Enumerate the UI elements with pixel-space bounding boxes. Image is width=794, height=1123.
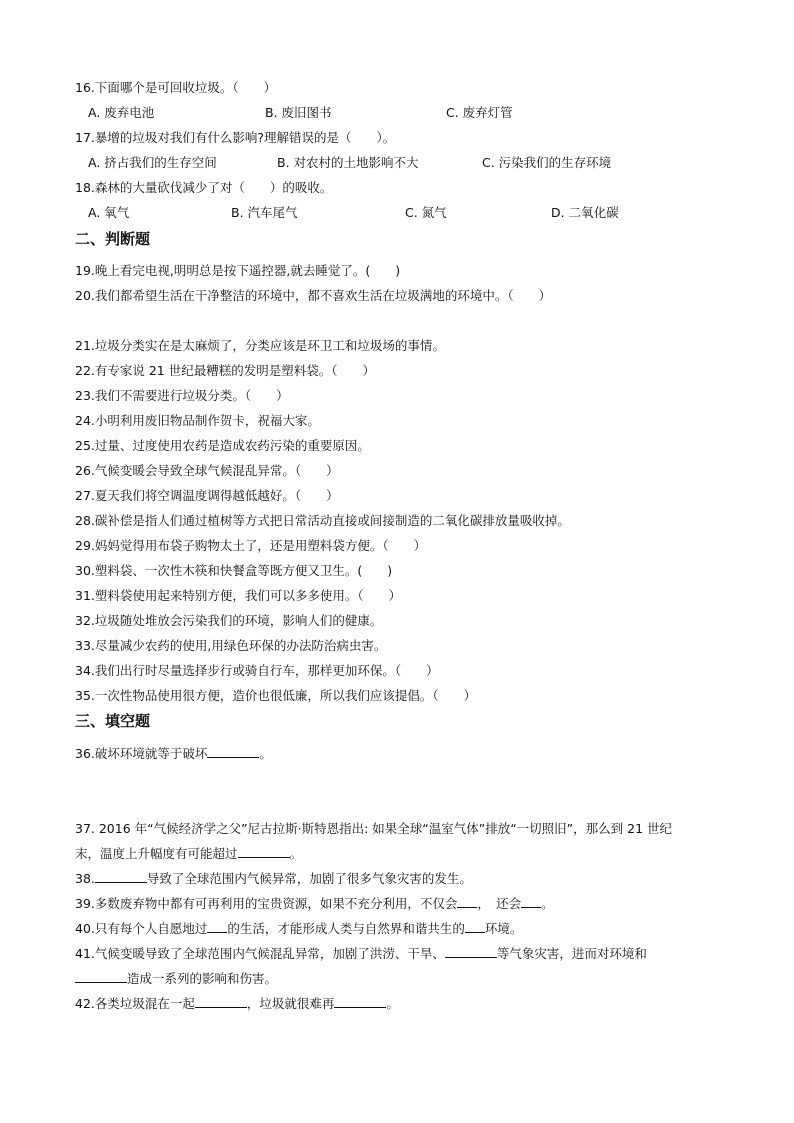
question-17-option-a: A. 挤占我们的生存空间	[88, 155, 217, 170]
question-40-text-a: 40.只有每个人自愿地过	[75, 921, 208, 936]
question-17-stem: 17.暴增的垃圾对我们有什么影响?理解错误的是（ ）。	[75, 130, 396, 145]
question-25: 25.过量、过度使用农药是造成农药污染的重要原因。	[75, 438, 370, 453]
question-39	[75, 895, 554, 913]
question-16-option-a: A. 废弃电池	[88, 105, 155, 120]
question-31: 31.塑料袋使用起来特别方便，我们可以多多使用。（ ）	[75, 588, 402, 603]
question-40	[75, 920, 522, 938]
question-40-text-c: 环境。	[484, 921, 523, 936]
answer-blank[interactable]	[334, 995, 386, 1008]
question-36-text-a: 36.破坏环境就等于破坏	[75, 746, 208, 761]
answer-blank[interactable]	[75, 970, 127, 983]
answer-blank[interactable]	[465, 920, 485, 933]
answer-blank[interactable]	[457, 895, 477, 908]
question-42-text-b: ，垃圾就很难再	[246, 996, 335, 1011]
question-41-line-1	[75, 945, 647, 963]
question-19: 19.晚上看完电视,明明总是按下遥控器,就去睡觉了。( )	[75, 263, 401, 278]
question-42-text-a: 42.各类垃圾混在一起	[75, 996, 195, 1011]
answer-blank[interactable]	[521, 895, 541, 908]
question-28: 28.碳补偿是指人们通过植树等方式把日常活动直接或间接制造的二氧化碳排放量吸收掉。	[75, 513, 570, 528]
question-30: 30.塑料袋、一次性木筷和快餐盒等既方便又卫生。( )	[75, 563, 393, 578]
question-29: 29.妈妈觉得用布袋子购物太土了，还是用塑料袋方便。（ ）	[75, 538, 427, 553]
question-35: 35.一次性物品使用很方便，造价也很低廉，所以我们应该提倡。（ ）	[75, 688, 477, 703]
question-41-text-b: 等气象灾害，进而对环境和	[496, 946, 647, 961]
answer-blank[interactable]	[207, 920, 227, 933]
question-17-option-c: C. 污染我们的生存环境	[482, 155, 612, 170]
question-18-option-c: C. 氮气	[405, 205, 447, 220]
question-24: 24.小明利用废旧物品制作贺卡，祝福大家。	[75, 413, 320, 428]
question-18-option-d: D. 二氧化碳	[551, 205, 619, 220]
question-39-text-b: ， 还会	[477, 896, 522, 911]
question-23: 23.我们不需要进行垃圾分类。（ ）	[75, 388, 289, 403]
question-26: 26.气候变暖会导致全球气候混乱异常。（ ）	[75, 463, 339, 478]
question-39-text-a: 39.多数废弃物中都有可再利用的宝贵资源，如果不充分利用，不仅会	[75, 896, 458, 911]
question-18-option-a: A. 氧气	[88, 205, 130, 220]
question-18-stem: 18.森林的大量砍伐减少了对（ ）的吸收。	[75, 180, 333, 195]
question-38	[75, 870, 472, 888]
question-34: 34.我们出行时尽量选择步行或骑自行车，那样更加环保。（ ）	[75, 663, 439, 678]
question-36-text-b: 。	[259, 746, 272, 761]
question-32: 32.垃圾随处堆放会污染我们的环境，影响人们的健康。	[75, 613, 383, 628]
question-40-text-b: 的生活，才能形成人类与自然界和谐共生的	[227, 921, 465, 936]
question-37-line-1: 37. 2016 年“气候经济学之父”尼古拉斯·斯特恩指出: 如果全球“温室气体”排放“一切照旧”，那么到 21 世纪	[75, 821, 673, 836]
answer-blank[interactable]	[195, 995, 247, 1008]
question-33: 33.尽量减少农药的使用,用绿色环保的办法防治病虫害。	[75, 638, 387, 653]
section-judgement-title: 二、判断题	[75, 230, 151, 248]
question-16-stem: 16.下面哪个是可回收垃圾。（ ）	[75, 80, 277, 95]
question-38-text-b: 导致了全球范围内气候异常，加剧了很多气象灾害的发生。	[146, 871, 472, 886]
question-27: 27.夏天我们将空调温度调得越低越好。（ ）	[75, 488, 339, 503]
question-38-text-a: 38.	[75, 871, 95, 886]
question-37-text-a: 末，温度上升幅度有可能超过	[75, 846, 238, 861]
question-16-option-b: B. 废旧图书	[265, 105, 332, 120]
question-17-option-b: B. 对农村的土地影响不大	[277, 155, 419, 170]
question-20: 20.我们都希望生活在干净整洁的环境中，都不喜欢生活在垃圾满地的环境中。（ ）	[75, 288, 552, 303]
question-41-text-a: 41.气候变暖导致了全球范围内气候混乱异常，加剧了洪涝、干旱、	[75, 946, 445, 961]
question-36	[75, 745, 272, 763]
question-42-text-c: 。	[386, 996, 399, 1011]
question-18-option-b: B. 汽车尾气	[231, 205, 298, 220]
question-22: 22.有专家说 21 世纪最糟糕的发明是塑料袋。（ ）	[75, 363, 375, 378]
question-37-text-b: 。	[289, 846, 303, 861]
question-39-text-c: 。	[541, 896, 554, 911]
question-37-line-2	[75, 845, 302, 863]
question-41-line-2	[75, 970, 277, 988]
answer-blank[interactable]	[445, 945, 497, 958]
question-16-option-c: C. 废弃灯管	[446, 105, 513, 120]
question-41-text-c: 造成一系列的影响和伤害。	[127, 971, 278, 986]
section-fill-blank-title: 三、填空题	[75, 712, 151, 730]
question-21: 21.垃圾分类实在是太麻烦了，分类应该是环卫工和垃圾场的事情。	[75, 338, 445, 353]
answer-blank[interactable]	[207, 745, 259, 758]
answer-blank[interactable]	[238, 845, 290, 858]
question-42	[75, 995, 399, 1013]
answer-blank[interactable]	[95, 870, 147, 883]
